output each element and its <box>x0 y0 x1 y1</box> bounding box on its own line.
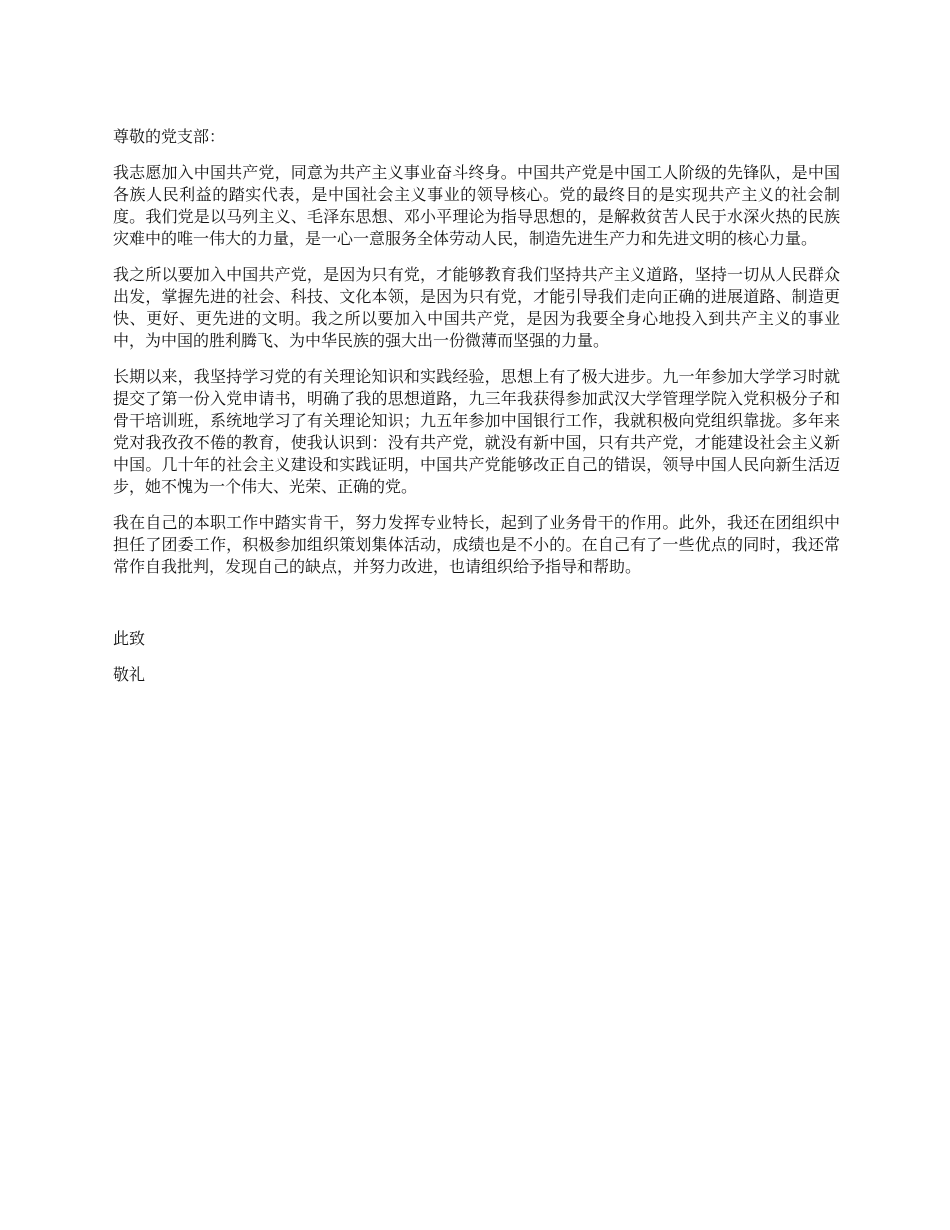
closing-cizhi: 此致 <box>113 629 146 648</box>
paragraph-4: 我在自己的本职工作中踏实肯干，努力发挥专业特长，起到了业务骨干的作用。此外，我还在团组织中担任了团委工作，积极参加组织策划集体活动，成绩也是不小的。在自己有了一些优点的同时，我还常常作自我批判，发现自己的缺点，并努力改进，也请组织给予指导和帮助。 <box>113 513 840 576</box>
paragraph-3: 长期以来，我坚持学习党的有关理论知识和实践经验，思想上有了极大进步。九一年参加大学学习时就提交了第一份入党申请书，明确了我的思想道路，九三年我获得参加武汉大学管理学院入党积极分子和骨干培训班，系统地学习了有关理论知识；九五年参加中国银行工作，我就积极向党组织靠拢。多年来党对我孜孜不倦的教育，使我认识到：没有共产党，就没有新中国，只有共产党，才能建设社会主义新中国。几十年的社会主义建设和实践证明，中国共产党能够改正自己的错误，领导中国人民向新生活迈步，她不愧为一个伟大、光荣、正确的党。 <box>113 367 840 496</box>
letter-body <box>113 126 840 686</box>
paragraph-2: 我之所以要加入中国共产党，是因为只有党，才能够教育我们坚持共产主义道路，坚持一切从人民群众出发，掌握先进的社会、科技、文化本领，是因为只有党，才能引导我们走向正确的进展道路、制造更快、更好、更先进的文明。我之所以要加入中国共产党，是因为我要全身心地投入到共产主义的事业中，为中国的胜利腾飞、为中华民族的强大出一份微薄而坚强的力量。 <box>113 265 840 350</box>
salutation: 尊敬的党支部： <box>113 127 226 146</box>
paragraph-1: 我志愿加入中国共产党，同意为共产主义事业奋斗终身。中国共产党是中国工人阶级的先锋队，是中国各族人民利益的踏实代表，是中国社会主义事业的领导核心。党的最终目的是实现共产主义的社会制度。我们党是以马列主义、毛泽东思想、邓小平理论为指导思想的，是解救贫苦人民于水深火热的民族灾难中的唯一伟大的力量，是一心一意服务全体劳动人民，制造先进生产力和先进文明的核心力量。 <box>113 163 840 248</box>
closing-jingli: 敬礼 <box>113 665 146 684</box>
